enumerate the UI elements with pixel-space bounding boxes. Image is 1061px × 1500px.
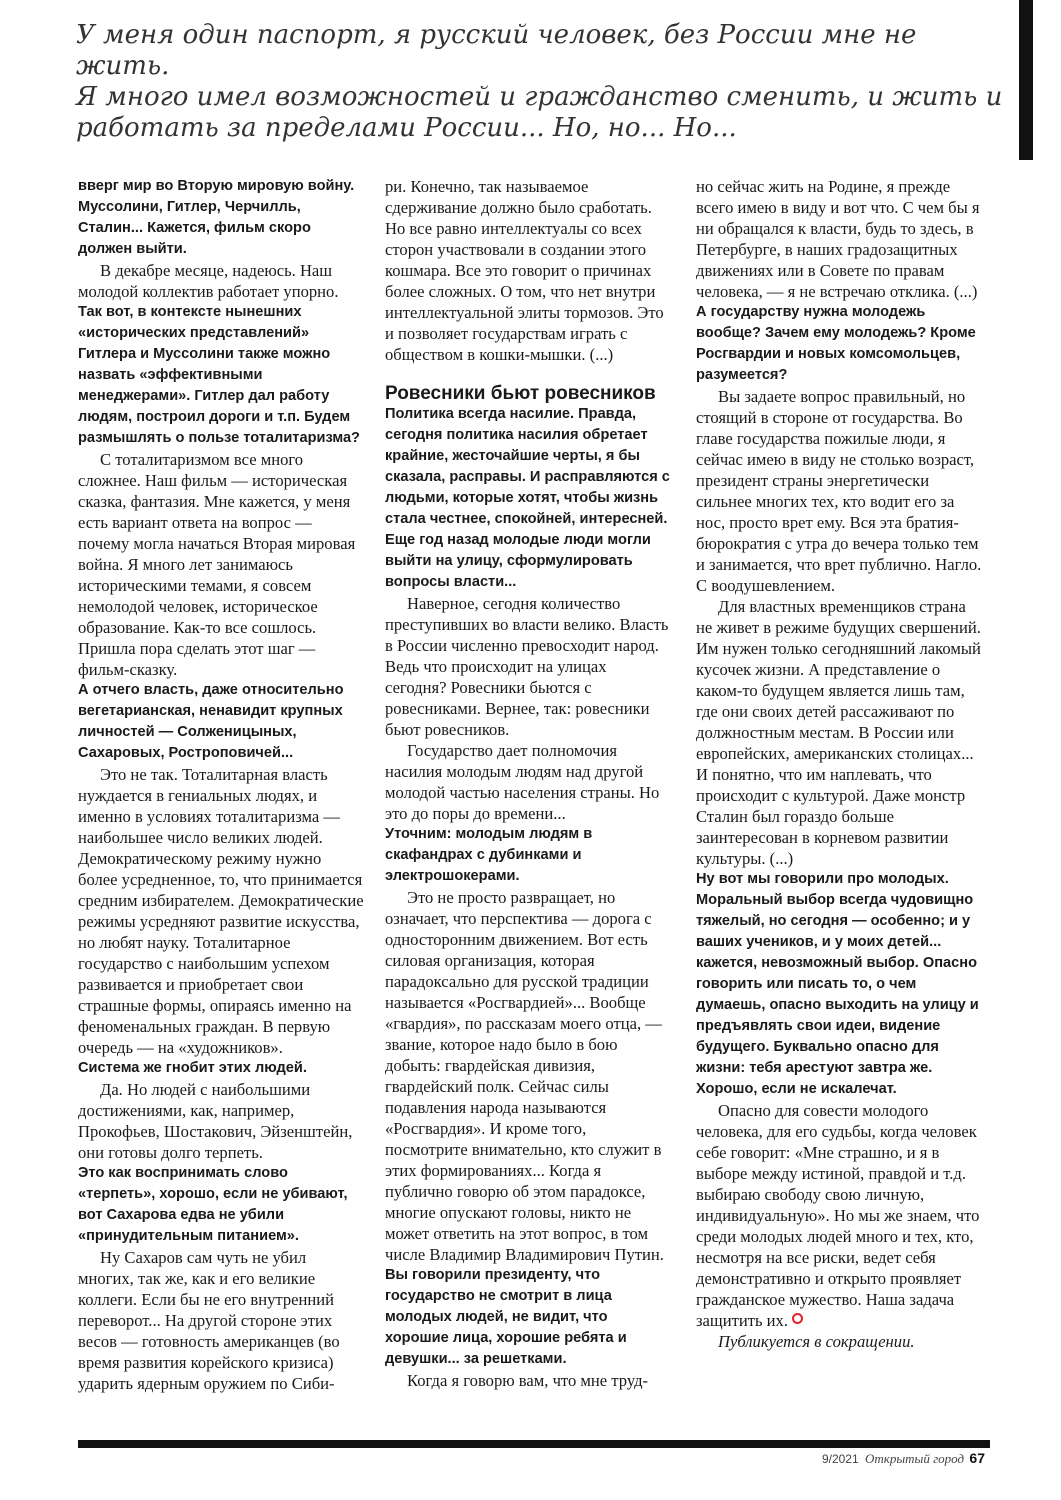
answer-paragraph — [696, 1100, 982, 1331]
quote-line: работать за пределами России... Но, но... Но... — [76, 113, 737, 143]
answer-paragraph: Государство дает полномочия насилия молодым людям над другой молодой частью населения страны. Но это до поры до времени... — [385, 741, 660, 823]
continued-paragraph: ри. Конечно, так называемое сдерживание должно было сработать. Но все равно интеллектуалы со всех сторон участвовали в создании этого кошмара. Все это говорит о причинах более сложных. О том, что нет внутри интеллектуальной элиты тормозов. Это и позволяет государствам играть с обществом в кошки-мышки. (...) — [385, 177, 664, 364]
footer-rule — [78, 1440, 990, 1448]
answer-paragraph: Это не просто развращает, но означает, что перспектива — дорога с односторонним движением. Вот есть силовая организация, которая парадоксально для русской традиции называется «Росгвардией»... Вообще «гвардия», по рассказам моего отца, — звание, которое надо было в бою добыть: гвардейская дивизия, гвардейский полк. Сейчас силы подавления народа называются «Росгвардия». И кроме того, посмотрите внимательно, кто служит в этих формированиях... Когда я публично говорю об этом парадоксе, многие опускают головы, никто не может ответить на этот вопрос, в том числе Владимир Владимирович Путин. — [385, 888, 664, 1264]
publication-note: Публикуется в сокращении. — [718, 1332, 915, 1351]
page-number: 67 — [969, 1450, 985, 1466]
answer-paragraph: Наверное, сегодня количество преступивших во власти велико. Власть в России численно превосходит народ. Ведь что происходит на улицах сегодня? Ровесники бьются с ровесниками. Вернее, так: ровесники бьют ровесников. — [385, 594, 669, 739]
issue-number: 9/2021 — [821, 1452, 859, 1466]
magazine-title: Открытый город — [864, 1451, 965, 1466]
quote-line: У меня один паспорт, я русский человек, без России мне не жить. — [76, 20, 917, 81]
question-paragraph: Вы говорили президенту, что государство не смотрит в лица молодых людей, не видит, что хорошие лица, хорошие ребята и девушки... за решетками. — [385, 1267, 627, 1367]
answer-paragraph: С тоталитаризмом все много сложнее. Наш фильм — историческая сказка, фантазия. Мне кажется, у меня есть вариант ответа на вопрос — почему могла начаться Вторая мировая война. Я много лет занимаюсь историческими темами, я совсем немолодой человек, историческое образование. Как-то все сошлось. Пришла пора сделать этот шаг — фильм-сказку. — [78, 450, 356, 679]
question-paragraph: вверг мир во Вторую мировую войну. Муссолини, Гитлер, Черчилль, Сталин... Кажется, фильм скоро должен выйти. — [78, 178, 355, 257]
question-paragraph: Уточним: молодым людям в скафандрах с дубинками и электрошокерами. — [385, 826, 593, 884]
answer-paragraph: В декабре месяце, надеюсь. Наш молодой коллектив работает упорно. — [78, 261, 339, 301]
article-column-3 — [696, 176, 982, 1352]
intro-quote — [76, 20, 1006, 144]
answer-paragraph: Для властных временщиков страна не живет в режиме будущих свершений. Им нужен только сегодняшний лакомый кусочек жизни. А представление о каком-то будущем является лишь там, где они своих детей рассаживают по должностным местам. В России или европейских, американских столицах... И понятно, что им наплевать, что происходит с культурой. Даже монстр Сталин был гораздо больше заинтересован в корневом развитии культуры. (...) — [696, 597, 981, 868]
answer-paragraph: Ну Сахаров сам чуть не убил многих, так же, как и его великие коллеги. Если бы не его внутренний переворот... На другой стороне этих весов — готовность американцев (во время развития корейского кризиса) ударить ядерным оружием по Сиби- — [78, 1248, 340, 1393]
question-paragraph: А отчего власть, даже относительно вегетарианская, ненавидит крупных личностей — Солженицыных, Сахаровых, Ростроповичей... — [78, 682, 344, 761]
question-paragraph: А государству нужна молодежь вообще? Зачем ему молодежь? Кроме Росгвардии и новых комсомольцев, разумеется? — [696, 304, 976, 383]
question-paragraph: Политика всегда насилие. Правда, сегодня политика насилия обретает крайние, жесточайшие черты, я бы сказала, расправы. И расправляются с людьми, которые хотят, чтобы жизнь стала честнее, спокойней, интересней. Еще год назад молодые люди могли выйти на улицу, сформулировать вопросы власти... — [385, 406, 670, 590]
question-paragraph: Система же гнобит этих людей. — [78, 1060, 307, 1076]
section-heading: Ровесники бьют ровесников — [385, 383, 656, 404]
question-paragraph: Ну вот мы говорили про молодых. Моральный выбор всегда чудовищно тяжелый, но сегодня — особенно; и у ваших учеников, и у моих детей... кажется, невозможный выбор. Опасно говорить или писать то, о чем думаешь, опасно выходить на улицу и предъявлять свои идеи, видение будущего. Буквально опасно для жизни: тебя арестуют завтра же. Хорошо, если не искалечат. — [696, 871, 979, 1097]
article-column-1 — [78, 176, 364, 1394]
answer-paragraph: Когда я говорю вам, что мне труд- — [407, 1371, 649, 1390]
question-paragraph: Это как воспринимать слово «терпеть», хорошо, если не убивают, вот Сахарова едва не убили «принудительным питанием». — [78, 1165, 348, 1244]
question-paragraph: Так вот, в контексте нынешних «исторических представлений» Гитлера и Муссолини также можно назвать «эффективными менеджерами». Гитлер дал работу людям, построил дороги и т.п. Будем размышлять о пользе тоталитаризма? — [78, 304, 360, 446]
continued-paragraph: но сейчас жить на Родине, я прежде всего имею в виду и вот что. С чем бы я ни обращался к власти, будь то здесь, в Петербурге, в наших градозащитных движениях или в Совете по правам человека, — я не встречаю отклика. (...) — [696, 177, 980, 301]
answer-paragraph: Это не так. Тоталитарная власть нуждается в гениальных людях, и именно в условиях тоталитаризма — наибольшее число великих людей. Демократическому режиму нужно более усредненное, то, что принимается средним избирателем. Демократические режимы усредняют развитие искусства, но любят науку. Тоталитарное государство с наибольшим успехом развивается и приобретает свои страшные формы, опираясь именно на феноменальных граждан. В первую очередь — на «художников». — [78, 765, 364, 1057]
article-column-2 — [385, 176, 671, 1391]
answer-paragraph: Да. Но людей с наибольшими достижениями, как, например, Прокофьев, Шостакович, Эйзенштейн, они готовы долго терпеть. — [78, 1080, 353, 1162]
answer-paragraph: Вы задаете вопрос правильный, но стоящий в стороне от государства. Во главе государства пожилые люди, я сейчас имею в виду не столько возраст, президент страны энергетически сильнее многих тех, кто водит его за нос, просто врет ему. Вся эта братия-бюрократия с утра до вечера только тем и занимается, что врет публично. Нагло. С воодушевлением. — [696, 387, 982, 595]
top-right-rule — [1019, 0, 1033, 160]
final-answer-text: Опасно для совести молодого человека, для его судьбы, когда человек себе говорит: «Мне страшно, и я в выборе между истиной, правдой и т.д. выбираю свободу свою личную, индивидуальную». Но мы же знаем, что среди молодых людей много и тех, кто, несмотря на все риски, ведет себя демонстративно и открыто проявляет гражданское мужество. Наша задача защитить их. — [696, 1101, 980, 1330]
quote-line: Я много имел возможностей и гражданство сменить, и жить и — [76, 82, 1003, 112]
page-footer — [822, 1450, 985, 1467]
end-of-article-icon — [792, 1313, 803, 1324]
